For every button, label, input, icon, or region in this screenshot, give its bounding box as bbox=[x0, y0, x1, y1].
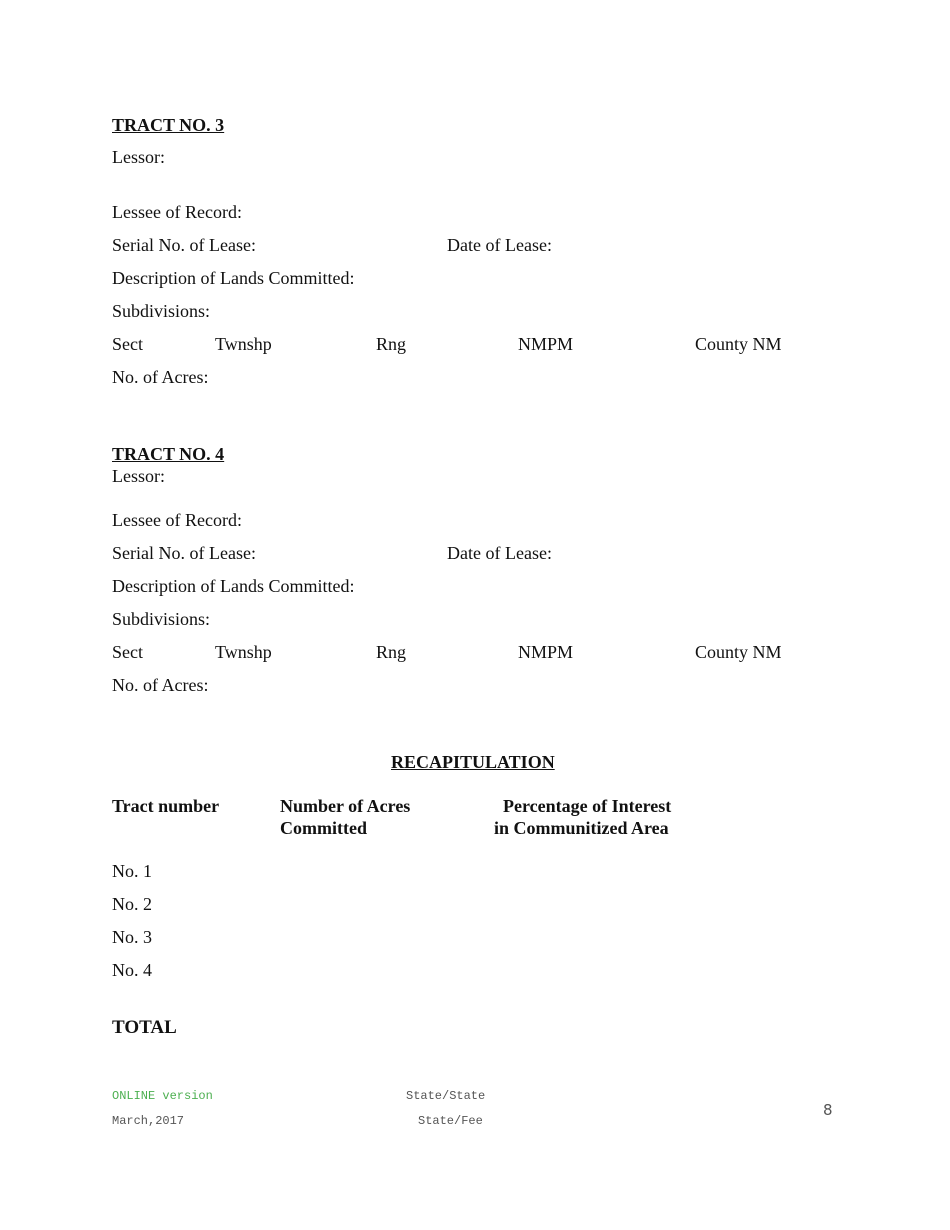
tract-3-sect-label: Sect bbox=[112, 334, 143, 354]
tract-3-lessor-label: Lessor: bbox=[112, 147, 165, 167]
recap-row-2: No. 2 bbox=[112, 894, 152, 914]
tract-4-acres-label: No. of Acres: bbox=[112, 675, 209, 695]
tract-3-date-label: Date of Lease: bbox=[447, 235, 552, 255]
tract-3-heading: TRACT NO. 3 bbox=[112, 115, 225, 135]
tract-3-lessee-label: Lessee of Record: bbox=[112, 202, 242, 222]
recap-total: TOTAL bbox=[112, 1017, 177, 1038]
tract-4-heading: TRACT NO. 4 bbox=[112, 444, 225, 464]
tract-4-description-label: Description of Lands Committed: bbox=[112, 576, 355, 596]
footer-state-fee: State/Fee bbox=[418, 1114, 483, 1128]
tract-3-description-label: Description of Lands Committed: bbox=[112, 268, 355, 288]
tract-3-rng-label: Rng bbox=[376, 334, 407, 354]
tract-4-twnshp-label: Twnshp bbox=[215, 642, 272, 662]
tract-3-county-label: County NM bbox=[695, 334, 782, 354]
footer-date: March,2017 bbox=[112, 1114, 185, 1128]
page-number: 8 bbox=[823, 1101, 833, 1119]
tract-4-nmpm-label: NMPM bbox=[518, 642, 574, 662]
recap-col-acres-line1: Number of Acres bbox=[280, 796, 411, 816]
recap-col-tract-number: Tract number bbox=[112, 796, 220, 816]
recapitulation-title: RECAPITULATION bbox=[391, 752, 555, 772]
recap-row-1: No. 1 bbox=[112, 861, 152, 881]
tract-3-subdivisions-label: Subdivisions: bbox=[112, 301, 211, 321]
tract-4-sect-label: Sect bbox=[112, 642, 143, 662]
tract-4-date-label: Date of Lease: bbox=[447, 543, 552, 563]
recap-row-4: No. 4 bbox=[112, 960, 152, 980]
tract-4-rng-label: Rng bbox=[376, 642, 407, 662]
tract-4-serial-label: Serial No. of Lease: bbox=[112, 543, 256, 563]
recap-row-3: No. 3 bbox=[112, 927, 152, 947]
tract-4-county-label: County NM bbox=[695, 642, 782, 662]
recap-col-percentage-line1: Percentage of Interest bbox=[503, 796, 672, 816]
tract-3-nmpm-label: NMPM bbox=[518, 334, 574, 354]
recap-col-percentage-line2: in Communitized Area bbox=[494, 818, 669, 838]
footer-online-version: ONLINE version bbox=[112, 1089, 213, 1103]
recap-col-acres-line2: Committed bbox=[280, 818, 367, 838]
footer-state-state: State/State bbox=[406, 1089, 486, 1103]
tract-4-lessee-label: Lessee of Record: bbox=[112, 510, 242, 530]
tract-3-acres-label: No. of Acres: bbox=[112, 367, 209, 387]
tract-3-serial-label: Serial No. of Lease: bbox=[112, 235, 256, 255]
tract-4-lessor-label: Lessor: bbox=[112, 466, 165, 486]
tract-4-subdivisions-label: Subdivisions: bbox=[112, 609, 211, 629]
tract-3-twnshp-label: Twnshp bbox=[215, 334, 272, 354]
